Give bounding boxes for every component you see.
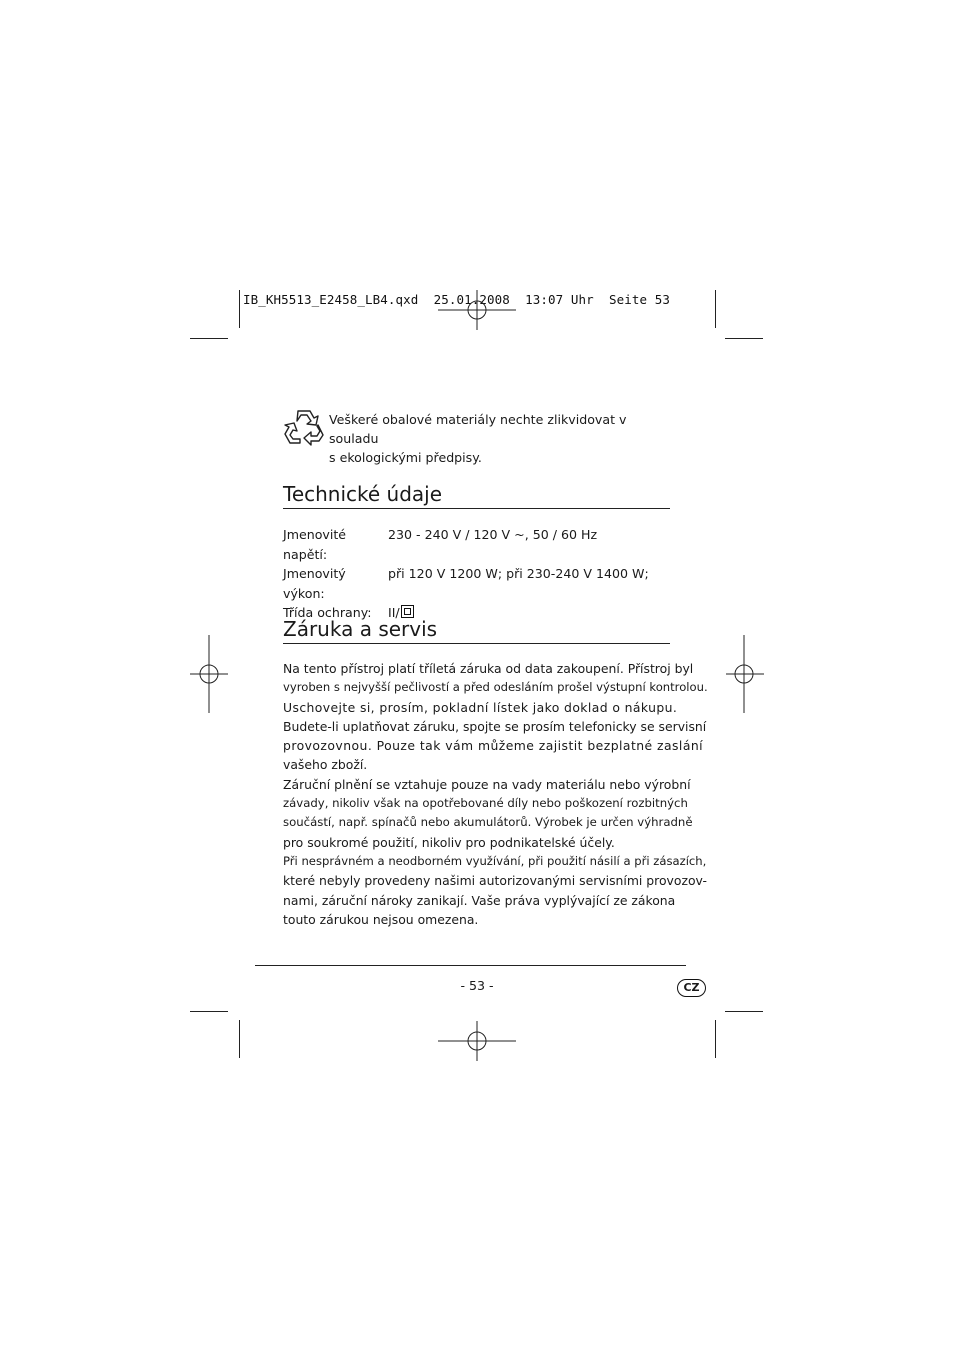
text-line: Budete-li uplatňovat záruku, spojte se prosím telefonicky se servisní: [283, 718, 707, 734]
footer-rule: [255, 965, 686, 966]
text-line: Záruční plnění se vztahuje pouze na vady materiálu nebo výrobní: [283, 776, 691, 792]
spec-label: Jmenovité napětí:: [283, 527, 347, 562]
registration-mark-top: [437, 290, 517, 330]
text-line: Na tento přístroj platí tříletá záruka od data zakoupení. Přístroj byl: [283, 661, 694, 676]
notice-line: Veškeré obalové materiály nechte zlikvidovat v souladu: [329, 412, 627, 446]
text-line: touto zárukou nejsou omezena.: [283, 911, 479, 927]
spec-label: Třída ochrany:: [283, 605, 372, 620]
registration-mark-bottom: [437, 1021, 517, 1061]
crop-mark: [190, 1011, 228, 1012]
registration-mark-right: [725, 635, 765, 713]
spec-label: Jmenovitý výkon:: [283, 566, 346, 601]
section-heading-warranty: Záruka a servis: [283, 617, 670, 644]
text-line: Při nesprávném a neodborném využívání, při použití násilí a při zásazích,: [283, 853, 707, 868]
spec-value: při 120 V 1200 W; při 230-240 V 1400 W;: [388, 566, 649, 581]
print-slug: IB_KH5513_E2458_LB4.qxd 25.01.2008 13:07 Uhr Seite 53: [243, 292, 671, 307]
notice-line: s ekologickými předpisy.: [329, 450, 482, 465]
crop-mark: [715, 1020, 716, 1058]
warranty-text: [283, 659, 708, 929]
recycle-icon: [283, 407, 325, 447]
text-line: nami, záruční nároky zanikají. Vaše práva vyplývající ze zákona: [283, 892, 676, 908]
crop-mark: [239, 1020, 240, 1058]
text-line: pro soukromé použití, nikoliv pro podnikatelské účely.: [283, 834, 615, 850]
technical-specs: [283, 525, 649, 623]
spec-value: II/: [388, 605, 400, 620]
crop-mark: [725, 338, 763, 339]
text-line: které nebyly provedeny našimi autorizovanými servisními provozov-: [283, 873, 708, 889]
text-line: součástí, např. spínačů nebo akumulátorů. Výrobek je určen výhradně: [283, 815, 693, 830]
registration-mark-left: [189, 635, 229, 713]
page-number: - 53 -: [460, 978, 494, 993]
language-badge: CZ: [677, 979, 706, 997]
crop-mark: [725, 1011, 763, 1012]
text-line: vyroben s nejvyšší pečlivostí a před odesláním prošel výstupní kontrolou.: [283, 680, 708, 695]
spec-value: 230 - 240 V / 120 V ~, 50 / 60 Hz: [388, 527, 598, 542]
spec-row: [283, 564, 649, 603]
text-line: vašeho zboží.: [283, 757, 368, 773]
text-line: závady, nikoliv však na opotřebované díly nebo poškození rozbitných: [283, 796, 688, 811]
text-line: provozovnou. Pouze tak vám můžeme zajistit bezplatné zaslání: [283, 738, 704, 754]
spec-row: [283, 525, 649, 564]
disposal-notice: [329, 410, 669, 467]
text-line: Uschovejte si, prosím, pokladní lístek jako doklad o nákupu.: [283, 699, 678, 715]
section-heading-technical: Technické údaje: [283, 482, 670, 509]
crop-mark: [190, 338, 228, 339]
crop-mark: [715, 290, 716, 328]
crop-mark: [239, 290, 240, 328]
